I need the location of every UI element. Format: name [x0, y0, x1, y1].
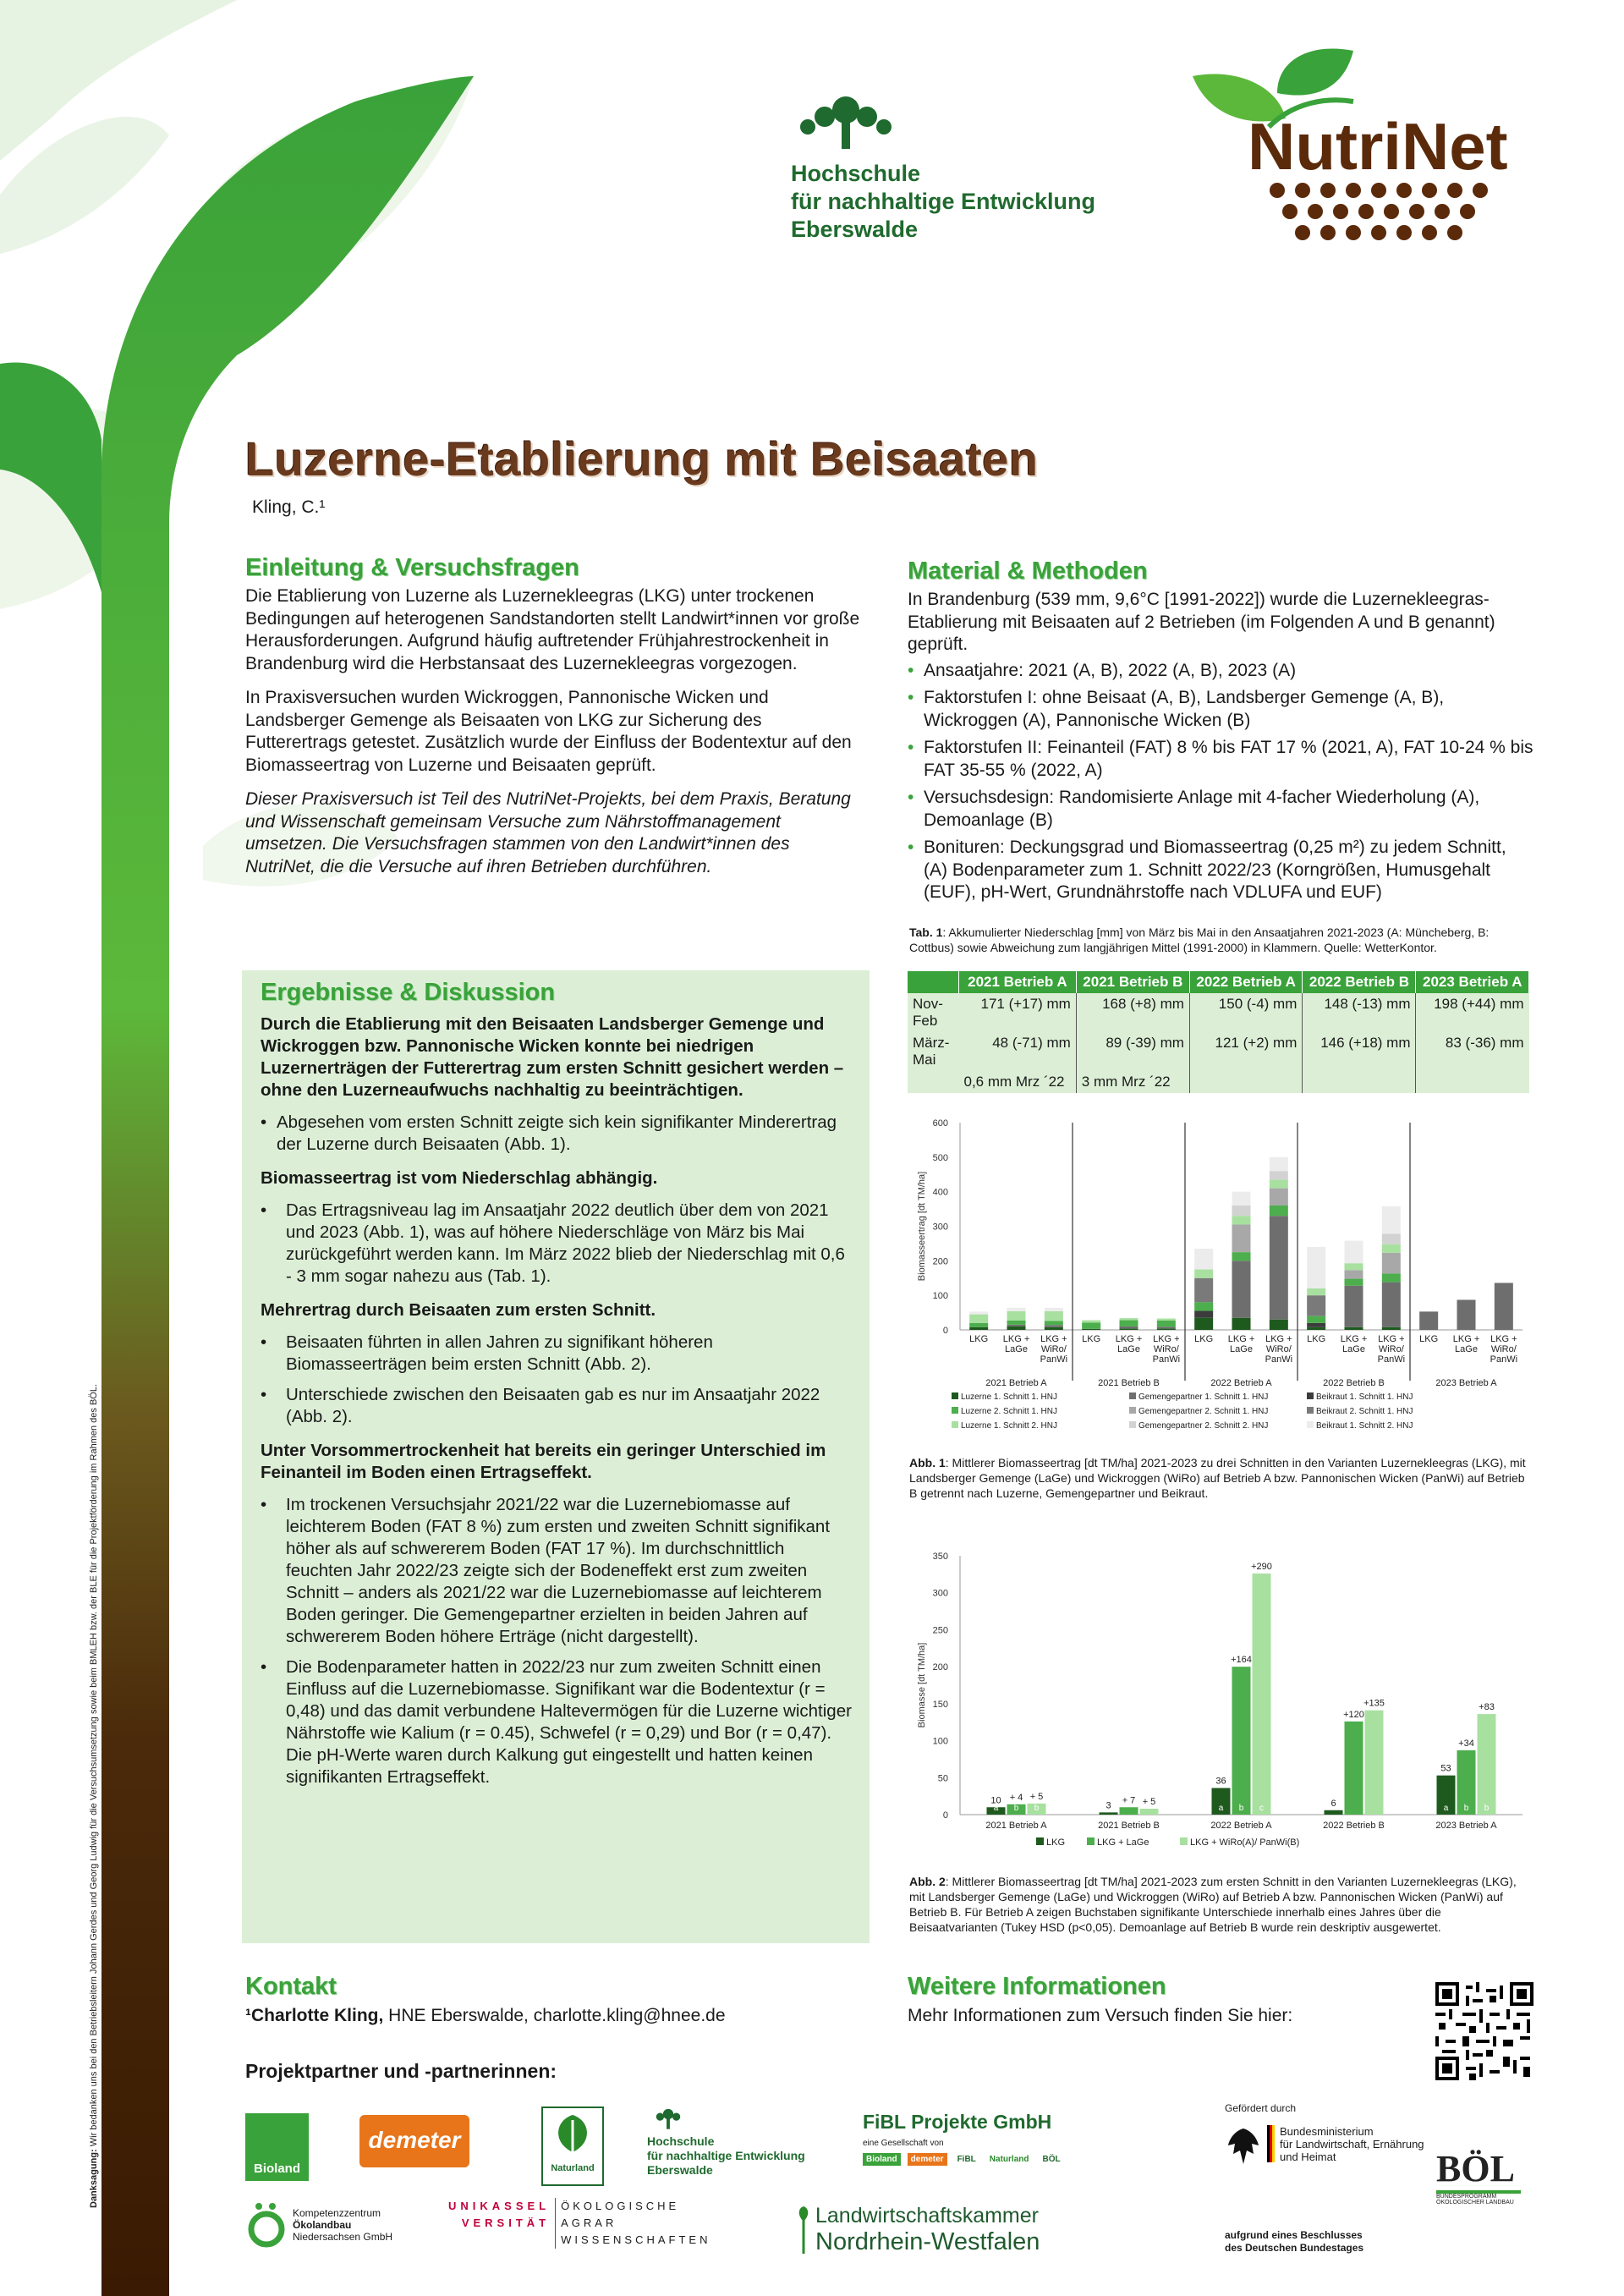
more-info-text: Mehr Informationen zum Versuch finden Sie hier:	[908, 2006, 1293, 2025]
y-tick-label: 50	[937, 1773, 948, 1784]
y-tick-label: 500	[932, 1152, 948, 1163]
lwk-sprout-icon	[795, 2206, 812, 2254]
results-item: • Beisaaten führten in allen Jahren zu signifikant höheren Biomasseerträgen beim ersten Schnitt (Abb. 2).	[261, 1332, 854, 1376]
stacked-bar-segment	[1232, 1192, 1251, 1206]
results-item: • Die Bodenparameter hatten in 2022/23 nur zum zweiten Schnitt einen Einfluss auf die Luzernebiomasse. Signifikant war die Bodentextur (r = 0,48) und das damit verbundene Haltevermögen für die Luzerne wichtiger Nährstoffe wie Kalium (r = 0.45), Schwefel (r = 0,29) und Bor (r = 0,47). Die pH-Werte waren durch Kalkung gut eingestellt und hatten keinen signifikanten Ertragseffekt.	[261, 1656, 854, 1788]
stacked-bar-segment	[969, 1311, 988, 1314]
results-item: • Abgesehen vom ersten Schnitt zeigte sich kein signifikanter Minderertrag der Luzerne durch Beisaaten (Abb. 1).	[261, 1112, 854, 1156]
variant-label: LKG +	[1040, 1334, 1067, 1344]
table-row: Nov-Feb 171 (+17) mm 168 (+8) mm 150 (-4) mm 148 (-13) mm 198 (+44) mm	[908, 993, 1529, 1032]
y-tick-label: 350	[932, 1552, 948, 1562]
y-tick-label: 150	[932, 1699, 948, 1710]
category-label: 2022 Betrieb B	[1323, 1821, 1385, 1831]
table-header-row	[908, 971, 1529, 993]
data-label: 53	[1440, 1763, 1451, 1774]
significance-letter: b	[1238, 1804, 1244, 1813]
variant-label: LaGe	[1230, 1344, 1253, 1354]
significance-letter: b	[1484, 1804, 1490, 1813]
stacked-bar-segment	[1045, 1311, 1063, 1321]
bar	[1478, 1714, 1496, 1815]
bar	[1325, 1810, 1343, 1815]
variant-label: PanWi	[1265, 1354, 1293, 1365]
author-line: Kling, C.¹	[252, 497, 326, 517]
group-label: 2022 Betrieb A	[1210, 1378, 1272, 1388]
stacked-bar-segment	[1045, 1308, 1063, 1311]
qr-code-icon[interactable]	[1435, 1982, 1533, 2080]
variant-label: PanWi	[1490, 1354, 1518, 1365]
legend-swatch	[1129, 1392, 1136, 1399]
legend-swatch	[1307, 1407, 1314, 1414]
methods-intro: In Brandenburg (539 mm, 9,6°C [1991-2022]) wurde die Luzernekleegras-Etablierung mit Beisaaten auf 2 Betrieben (im Folgenden A und B genannt) geprüft.	[908, 590, 1495, 654]
variant-label: LKG +	[1490, 1334, 1517, 1344]
legend-entry: Luzerne 1. Schnitt 1. HNJ	[961, 1392, 1057, 1402]
stacked-bar-segment	[969, 1327, 988, 1330]
svg-text:NutriNet: NutriNet	[1248, 109, 1508, 184]
y-tick-label: 100	[932, 1291, 948, 1302]
stacked-bar-segment	[969, 1315, 988, 1323]
data-label: +83	[1479, 1702, 1495, 1713]
legend-swatch	[1307, 1421, 1314, 1428]
significance-letter: b	[1463, 1804, 1469, 1813]
demeter-logo: demeter	[359, 2115, 469, 2167]
stacked-bar-segment	[1270, 1157, 1288, 1171]
y-tick-label: 600	[932, 1118, 948, 1129]
stacked-bar-segment	[1082, 1322, 1100, 1328]
legend-swatch	[952, 1421, 958, 1428]
data-label: + 5	[1142, 1797, 1156, 1808]
y-tick-label: 200	[932, 1662, 948, 1673]
chart-biomass-stacked	[901, 1112, 1535, 1431]
y-tick-label: 0	[942, 1326, 948, 1336]
bar	[1365, 1711, 1384, 1815]
variant-label: PanWi	[1377, 1354, 1406, 1365]
variant-label: LKG +	[1378, 1334, 1405, 1344]
stacked-bar-segment	[1307, 1327, 1325, 1330]
stacked-bar-segment	[1382, 1244, 1401, 1253]
gefoerdert-label: Gefördert durch	[1225, 2102, 1297, 2114]
results-item: • Im trockenen Versuchsjahr 2021/22 war die Luzernebiomasse auf leichterem Boden (FAT 8 %) zum ersten und zweiten Schnitt signifikant höher als auf schwererem Boden (FAT 17 %). Im durchschnittlich feuchten Jahr 2022/23 zeigte sich der Bodeneffekt erst zum zweiten Schnitt – anders als 2021/22 war die Luzernebiomasse auf leichterem Boden geringer. Die Gemengepartner erzielten in beiden Jahren auf schwererem Boden höhere Erträge (nicht dargestellt).	[261, 1494, 854, 1648]
methods-heading: Material & Methoden	[908, 558, 1148, 585]
data-label: + 4	[1009, 1792, 1023, 1803]
stacked-bar-segment	[1270, 1206, 1288, 1216]
stacked-bar-segment	[1157, 1321, 1176, 1327]
hnee-tree-icon	[647, 2106, 689, 2130]
hnee-tree-icon	[791, 91, 901, 151]
y-tick-label: 300	[932, 1222, 948, 1233]
y-tick-label: 300	[932, 1588, 948, 1599]
chart-biomass-first-cut	[901, 1544, 1535, 1870]
variant-label: LKG +	[1452, 1334, 1480, 1344]
stacked-bar-segment	[1120, 1328, 1138, 1330]
figure1-caption: Abb. 1: Mittlerer Biomasseertrag [dt TM/ha] 2021-2023 zu drei Schnitten in den Varianten Luzernekleegras (LKG), mit Landsberger Gemenge (LaGe) und Wickroggen (WiRo) auf Betrieb A bzw. Pannonischen Wicken (PanWi) auf Betrieb B getrennt nach Luzerne, Gemengepartner und Beikraut.	[909, 1456, 1526, 1500]
group-label: 2023 Betrieb A	[1435, 1378, 1497, 1388]
y-tick-label: 400	[932, 1187, 948, 1198]
figure2-caption: Abb. 2: Mittlerer Biomasseertrag [dt TM/ha] 2021-2023 zum ersten Schnitt in den Varianten Luzernekleegras (LKG), mit Landsberger Gemenge (LaGe) und Wickroggen (WiRo) auf Betrieb A bzw. Pannonischen Wicken (PanWi) auf Betrieb B. Für Betrieb A zeigen Buchstaben signifikante Unterschiede innerhalb eines Jahres über die Beisaatvarianten (Tukey HSD (p<0,05). Demoanlage auf Betrieb B wurde rein deskriptiv ausgewertet.	[909, 1875, 1517, 1934]
table1-caption: Tab. 1: Akkumulierter Niederschlag [mm] von März bis Mai in den Ansaatjahren 2021-2023 (A: Müncheberg, B: Cottbus) sowie Abweichung zum langjährigen Mittel (1991-2000) in Klammern. Quelle: WetterKontor.	[909, 926, 1490, 954]
table-row: 0,6 mm Mrz ´22 3 mm Mrz ´22	[908, 1071, 1529, 1093]
intro-heading: Einleitung & Versuchsfragen	[245, 554, 579, 581]
results-item: • Unterschiede zwischen den Beisaaten gab es nur im Ansaatjahr 2022 (Abb. 2).	[261, 1384, 854, 1428]
y-axis-label: Biomasse [dt TM/ha]	[917, 1642, 927, 1728]
stacked-bar-segment	[1307, 1316, 1325, 1323]
significance-letter: a	[1443, 1804, 1449, 1813]
intro-note: Dieser Praxisversuch ist Teil des NutriNet-Projekts, bei dem Praxis, Beratung und Wissenschaft gemeinsam Versuche zum Nährstoffmanagement umsetzen. Die Versuchsfragen stammen von den Landwirt*innen des NutriNet, die die Versuche auf ihren Betrieben durchführen.	[245, 789, 851, 876]
stacked-bar-segment	[969, 1323, 988, 1327]
legend-entry: Beikraut 1. Schnitt 1. HNJ	[1316, 1392, 1413, 1402]
y-tick-label: 100	[932, 1736, 948, 1747]
legend-entry: Luzerne 2. Schnitt 1. HNJ	[961, 1407, 1057, 1416]
variant-label: LKG +	[1153, 1334, 1180, 1344]
legend-entry: Gemengepartner 1. Schnitt 1. HNJ	[1138, 1392, 1269, 1402]
legend-swatch	[1087, 1837, 1095, 1845]
stacked-bar-segment	[1194, 1302, 1213, 1310]
contact-heading: Kontakt	[245, 1973, 337, 2000]
legend-entry: LKG + WiRo(A)/ PanWi(B)	[1190, 1837, 1300, 1848]
table-header: 2021 Betrieb A	[959, 971, 1077, 993]
partners-heading: Projektpartner und -partnerinnen:	[245, 2060, 557, 2082]
stacked-bar-segment	[1345, 1286, 1363, 1327]
variant-label: LKG +	[1265, 1334, 1292, 1344]
legend-swatch	[1307, 1392, 1314, 1399]
stacked-bar-segment	[1382, 1233, 1401, 1244]
variant-label: PanWi	[1040, 1354, 1068, 1365]
category-label: 2021 Betrieb A	[985, 1821, 1047, 1831]
data-label: + 5	[1029, 1791, 1044, 1802]
stacked-bar-segment	[1082, 1321, 1100, 1323]
variant-label: LKG	[969, 1334, 989, 1344]
boel-logo: BÖL BUNDESPROGRAMM ÖKOLOGISCHER LANDBAU	[1436, 2147, 1521, 2205]
bar	[1120, 1807, 1138, 1815]
stacked-bar-segment	[1194, 1270, 1213, 1278]
stacked-bar-segment	[1120, 1318, 1138, 1320]
results-subheading: Unter Vorsommertrockenheit hat bereits ein geringer Unterschied im Feinanteil im Boden einen Ertragseffekt.	[261, 1441, 826, 1482]
data-label: +290	[1251, 1561, 1272, 1572]
stacked-bar-segment	[1270, 1216, 1288, 1320]
more-info-heading: Weitere Informationen	[908, 1973, 1166, 2000]
methods-item: • Bonituren: Deckungsgrad und Biomasseertrag (0,25 m²) zu jedem Schnitt, (A) Bodenparameter zum 1. Schnitt 2022/23 (Korngrößen, Humusgehalt (EUF), pH-Wert, Grundnährstoffe nach VDLUFA und EUF)	[908, 837, 1533, 904]
stacked-bar-segment	[1045, 1327, 1063, 1330]
legend-entry: Beikraut 1. Schnitt 2. HNJ	[1316, 1421, 1413, 1431]
stacked-bar-segment	[1007, 1311, 1026, 1321]
hnee-logo: Hochschule für nachhaltige Entwicklung Eberswalde	[791, 91, 1095, 244]
legend-swatch	[952, 1407, 958, 1414]
stacked-bar-segment	[1007, 1327, 1026, 1330]
table-header: 2023 Betrieb A	[1416, 971, 1529, 993]
stacked-bar-segment	[1270, 1179, 1288, 1188]
significance-letter: a	[993, 1804, 999, 1813]
data-label: +164	[1231, 1655, 1252, 1666]
stacked-bar-segment	[1157, 1327, 1176, 1328]
results-subheading: Biomasseertrag ist vom Niederschlag abhängig.	[261, 1168, 658, 1188]
results-section	[261, 1013, 854, 1797]
data-label: +120	[1343, 1709, 1364, 1720]
stacked-bar-segment	[1045, 1325, 1063, 1327]
variant-label: LKG	[1082, 1334, 1101, 1344]
data-label: 10	[990, 1795, 1001, 1806]
legend-swatch	[1180, 1837, 1188, 1845]
variant-label: LaGe	[1455, 1344, 1478, 1354]
poster-title: Luzerne-Etablierung mit Beisaaten	[245, 432, 1039, 486]
methods-item: • Versuchsdesign: Randomisierte Anlage mit 4-facher Wiederholung (A), Demoanlage (B)	[908, 787, 1533, 832]
fibl-logo: FiBL Projekte GmbH eine Gesellschaft von Bioland demeter FiBL Naturland BÖL	[863, 2111, 1061, 2164]
intro-section	[245, 585, 863, 890]
stacked-bar-segment	[1345, 1270, 1363, 1278]
data-label: +34	[1458, 1738, 1474, 1749]
table-row: März-Mai 48 (-71) mm 89 (-39) mm 121 (+2) mm 146 (+18) mm 83 (-36) mm	[908, 1032, 1529, 1071]
stacked-bar-segment	[1194, 1318, 1213, 1330]
lwk-nrw-logo: Landwirtschaftskammer Nordrhein-Westfalen	[795, 2204, 1040, 2256]
stacked-bar-segment	[1270, 1189, 1288, 1206]
results-subheading: Mehrertrag durch Beisaaten zum ersten Schnitt.	[261, 1300, 656, 1320]
stacked-bar-segment	[1045, 1321, 1063, 1325]
legend-swatch	[1129, 1407, 1136, 1414]
variant-label: LKG	[1194, 1334, 1214, 1344]
methods-section	[908, 589, 1533, 909]
significance-letter: b	[1013, 1804, 1019, 1813]
group-label: 2022 Betrieb B	[1323, 1378, 1385, 1388]
stacked-bar-segment	[1307, 1288, 1325, 1295]
legend-entry: Gemengepartner 2. Schnitt 2. HNJ	[1138, 1421, 1269, 1431]
variant-label: LKG +	[1002, 1334, 1030, 1344]
variant-label: WiRo/	[1265, 1344, 1292, 1354]
stacked-bar-segment	[1382, 1273, 1401, 1282]
significance-letter: b	[1034, 1804, 1040, 1813]
intro-paragraph: Die Etablierung von Luzerne als Luzernekleegras (LKG) unter trockenen Bedingungen auf heterogenen Sandstandorten stellt Landwirt*innen vor große Herausforderungen. Aufgrund häufig auftretender Frühjahrestrockenheit in Brandenburg wird die Herbstansaat des Luzernekleegras vorgezogen.	[245, 586, 860, 673]
stacked-bar-segment	[1232, 1318, 1251, 1330]
data-label: 3	[1106, 1800, 1111, 1811]
stacked-bar-segment	[1007, 1321, 1026, 1325]
acknowledgement: Danksagung: Wir bedanken uns bei den Betriebsleitern Johann Gerdes und Georg Ludwig für die Versuchsumsetzung sowie beim BMLEH bzw. der BLE für die Projektförderung im Rahmen des BÖL.	[89, 1383, 99, 2208]
table-header: 2021 Betrieb B	[1076, 971, 1189, 993]
methods-list	[908, 660, 1533, 904]
significance-letter: c	[1259, 1804, 1264, 1813]
stacked-bar-segment	[1307, 1323, 1325, 1327]
variant-label: LaGe	[1117, 1344, 1140, 1354]
legend-entry: Beikraut 2. Schnitt 1. HNJ	[1316, 1407, 1413, 1416]
stacked-bar-segment	[1270, 1171, 1288, 1179]
category-label: 2022 Betrieb A	[1210, 1821, 1272, 1831]
naturland-logo: Naturland	[541, 2106, 604, 2186]
stacked-bar-segment	[1157, 1328, 1176, 1330]
stacked-bar-segment	[1232, 1252, 1251, 1261]
precipitation-table	[908, 971, 1529, 1093]
stacked-bar-segment	[1194, 1278, 1213, 1303]
legend-entry: Luzerne 1. Schnitt 2. HNJ	[961, 1421, 1057, 1431]
methods-item: • Ansaatjahre: 2021 (A, B), 2022 (A, B), 2023 (A)	[908, 660, 1533, 683]
table-header: 2022 Betrieb B	[1303, 971, 1416, 993]
category-label: 2023 Betrieb A	[1435, 1821, 1497, 1831]
variant-label: LKG +	[1115, 1334, 1143, 1344]
results-list-3	[261, 1332, 854, 1428]
stacked-bar-segment	[1270, 1320, 1288, 1330]
stacked-bar-segment	[1382, 1253, 1401, 1274]
table-header: 2022 Betrieb A	[1189, 971, 1302, 993]
stacked-bar-segment	[1232, 1224, 1251, 1252]
naturland-leaf-icon	[543, 2108, 602, 2159]
hnee-partner-logo: Hochschule für nachhaltige Entwicklung Eberswalde	[647, 2106, 805, 2178]
stacked-bar-segment	[1194, 1311, 1213, 1318]
results-item: • Das Ertragsniveau lag im Ansaatjahr 2022 deutlich über dem von 2021 und 2023 (Abb. 1), was auf höhere Niederschläge von März bis Mai zurückgeführt werden kann. Im März 2022 blieb der Niederschlag mit 0,6 - 3 mm sogar nahezu aus (Tab. 1).	[261, 1200, 854, 1288]
uni-kassel-logo: UNIKASSEL VERSITÄT ÖKOLOGISCHE AGRAR WISSENSCHAFTEN	[448, 2198, 710, 2249]
variant-label: WiRo/	[1040, 1344, 1067, 1354]
stacked-bar-segment	[1307, 1295, 1325, 1316]
data-label: 36	[1215, 1776, 1226, 1787]
variant-label: LaGe	[1005, 1344, 1028, 1354]
stacked-bar-segment	[1382, 1283, 1401, 1327]
y-tick-label: 250	[932, 1625, 948, 1636]
bar	[1100, 1812, 1118, 1815]
legend-entry: Gemengepartner 2. Schnitt 1. HNJ	[1138, 1407, 1269, 1416]
group-label: 2021 Betrieb A	[985, 1378, 1047, 1388]
data-label: +135	[1363, 1698, 1385, 1709]
legend-swatch	[1129, 1421, 1136, 1428]
stacked-bar-segment	[1419, 1311, 1438, 1330]
stacked-bar-segment	[1120, 1327, 1138, 1328]
variant-label: LKG +	[1227, 1334, 1255, 1344]
bar	[1232, 1667, 1251, 1815]
data-label: + 7	[1122, 1795, 1136, 1806]
variant-label: LKG +	[1340, 1334, 1368, 1344]
stacked-bar-segment	[1495, 1283, 1513, 1330]
stacked-bar-segment	[1345, 1279, 1363, 1286]
category-label: 2021 Betrieb B	[1098, 1821, 1160, 1831]
stacked-bar-segment	[1232, 1261, 1251, 1317]
stacked-bar-segment	[1382, 1206, 1401, 1234]
stacked-bar-segment	[1157, 1319, 1176, 1321]
bundestag-note: aufgrund eines Beschlusses des Deutschen Bundestages	[1225, 2229, 1364, 2254]
results-heading: Ergebnisse & Diskussion	[261, 979, 556, 1006]
contact-line: ¹Charlotte Kling, HNE Eberswalde, charlotte.kling@hnee.de	[245, 2006, 726, 2025]
variant-label: WiRo/	[1378, 1344, 1404, 1354]
legend-swatch	[952, 1392, 958, 1399]
bmel-logo: Bundesministerium für Landwirtschaft, Ernährung und Heimat	[1225, 2125, 1424, 2167]
y-axis-label: Biomasseertrag [dt TM/ha]	[917, 1171, 927, 1282]
stacked-bar-segment	[1307, 1247, 1325, 1288]
stacked-bar-segment	[1232, 1206, 1251, 1216]
legend-entry: LKG + LaGe	[1097, 1837, 1149, 1848]
kompetenzzentrum-logo: Kompetenzzentrum Ökolandbau Niedersachsen GmbH	[245, 2200, 392, 2250]
stacked-bar-segment	[1382, 1327, 1401, 1330]
stacked-bar-segment	[1007, 1325, 1026, 1327]
results-list-2	[261, 1200, 854, 1288]
results-list-4	[261, 1494, 854, 1788]
legend-swatch	[1036, 1837, 1044, 1845]
bioland-logo: Bioland	[245, 2113, 309, 2181]
legend-entry: LKG	[1046, 1837, 1066, 1848]
federal-eagle-icon	[1225, 2125, 1262, 2167]
bar	[1253, 1574, 1271, 1815]
group-label: 2021 Betrieb B	[1098, 1378, 1160, 1388]
stacked-bar-segment	[1457, 1299, 1476, 1330]
significance-letter: a	[1218, 1804, 1224, 1813]
variant-label: LKG	[1419, 1334, 1439, 1344]
methods-item: • Faktorstufen I: ohne Beisaat (A, B), Landsberger Gemenge (A, B), Wickroggen (A), Pannonische Wicken (B)	[908, 687, 1533, 732]
stacked-bar-segment	[1232, 1216, 1251, 1224]
data-label: 6	[1330, 1798, 1336, 1809]
intro-paragraph: In Praxisversuchen wurden Wickroggen, Pannonische Wicken und Landsberger Gemenge als Beisaaten von LKG zur Sicherung des Futterertrags getestet. Zusätzlich wurde der Einfluss der Bodentextur auf den Biomasseertrag von Luzerne und Beisaaten geprüft.	[245, 688, 852, 775]
stacked-bar-segment	[1082, 1329, 1100, 1330]
stacked-bar-segment	[1345, 1241, 1363, 1264]
bar	[1345, 1722, 1363, 1815]
bar	[1140, 1809, 1159, 1815]
stacked-bar-segment	[1007, 1308, 1026, 1311]
variant-label: WiRo/	[1153, 1344, 1179, 1354]
variant-label: PanWi	[1152, 1354, 1181, 1365]
nutrinet-logo	[1184, 42, 1539, 245]
y-tick-label: 200	[932, 1256, 948, 1267]
y-tick-label: 0	[942, 1810, 948, 1821]
variant-label: LaGe	[1342, 1344, 1365, 1354]
stacked-bar-segment	[1345, 1327, 1363, 1330]
methods-item: • Faktorstufen II: Feinanteil (FAT) 8 % bis FAT 17 % (2021, A), FAT 10-24 % bis FAT 35-55 % (2022, A)	[908, 737, 1533, 782]
stacked-bar-segment	[1194, 1249, 1213, 1270]
results-lead: Durch die Etablierung mit den Beisaaten Landsberger Gemenge und Wickroggen bzw. Pannonische Wicken konnte bei niedrigen Luzernerträgen der Futterertrag zum ersten Schnitt gesichert werden – ohne den Luzerneaufwuchs nachhaltig zu beeinträchtigen.	[261, 1014, 844, 1100]
variant-label: LKG	[1307, 1334, 1326, 1344]
kompetenz-o-icon	[245, 2200, 288, 2250]
results-list-1	[261, 1112, 854, 1156]
stacked-bar-segment	[1345, 1263, 1363, 1270]
variant-label: WiRo/	[1490, 1344, 1517, 1354]
stacked-bar-segment	[1120, 1321, 1138, 1327]
